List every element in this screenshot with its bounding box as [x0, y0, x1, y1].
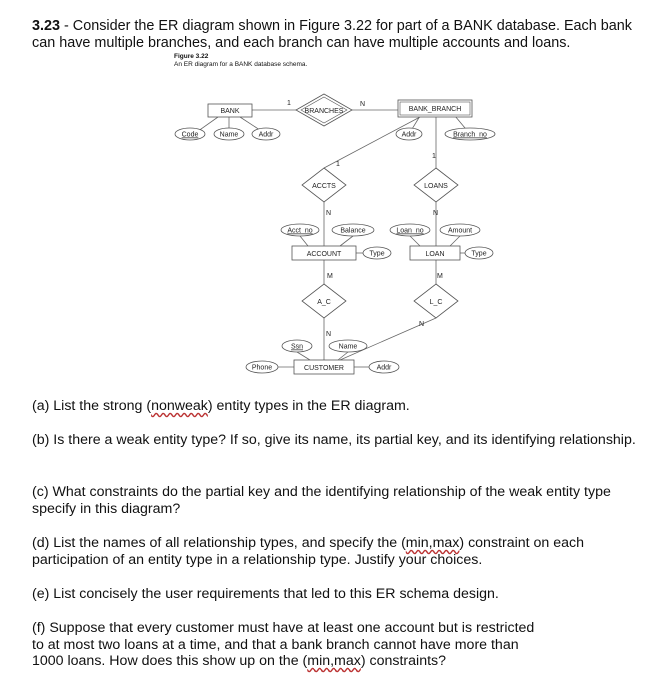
- attr-amount: Amount: [447, 227, 473, 235]
- entity-customer: [294, 360, 354, 374]
- attr-loan-type: Type: [471, 250, 487, 258]
- figure-title: Figure 3.22: [174, 53, 209, 60]
- question-f-line-1: (f) Suppose that every customer must have at least one account but is restricted: [32, 620, 535, 636]
- card-ac-account: M: [327, 273, 333, 280]
- svg-text:A_C: A_C: [317, 299, 331, 306]
- relationship-accts: [302, 168, 346, 202]
- attr-cust-name: Name: [338, 343, 358, 351]
- question-f-line-2: to at most two loans at a time, and that a bank branch cannot have more than: [32, 636, 519, 653]
- card-ac-customer: N: [326, 331, 332, 338]
- attr-balance: Balance: [340, 227, 366, 235]
- attr-branch-no: Branch_no: [453, 131, 487, 139]
- question-d-spell-flag: min,max: [405, 535, 460, 551]
- question-f-line-3: 1000 loans. How does this show up on the (min,max) constraints?: [32, 653, 447, 669]
- svg-text:ACCOUNT: ACCOUNT: [306, 251, 342, 258]
- entity-loan: [410, 246, 460, 260]
- attr-ssn: Ssn: [290, 343, 304, 351]
- card-accts-branch: 1: [336, 161, 340, 168]
- problem-text: - Consider the ER diagram shown in Figure 3.22 for part of a BANK database. Each bank can have multiple branches, and each branch can have multiple accounts and loans.: [32, 18, 632, 51]
- question-f: [32, 620, 644, 670]
- entity-account: [292, 246, 356, 260]
- svg-text:LOAN: LOAN: [425, 251, 445, 258]
- attr-bank-addr: Addr: [258, 131, 274, 139]
- card-accts-account: N: [326, 210, 332, 217]
- card-lc-customer: N: [419, 321, 425, 328]
- relationship-branches: [296, 94, 352, 126]
- svg-text:LOANS: LOANS: [424, 183, 448, 190]
- attr-loan-no: Loan_no: [396, 227, 424, 235]
- svg-text:CUSTOMER: CUSTOMER: [304, 365, 344, 372]
- attr-acct-no: Acct_no: [287, 227, 313, 235]
- svg-text:L_C: L_C: [429, 299, 443, 306]
- relationship-a-c: [302, 284, 346, 318]
- svg-text:BANK: BANK: [220, 108, 240, 115]
- attr-bank-name: Name: [219, 131, 239, 139]
- question-f-spell-flag: min,max: [307, 653, 361, 669]
- entity-bank-branch: [398, 100, 472, 117]
- attr-account-type: Type: [369, 250, 385, 258]
- card-branches-bank: 1: [287, 100, 291, 107]
- relationship-loans: [414, 168, 458, 202]
- card-loans-loan: N: [433, 210, 439, 217]
- svg-text:ACCTS: ACCTS: [312, 183, 336, 190]
- svg-text:BRANCHES: BRANCHES: [304, 108, 344, 115]
- card-branches-branch: N: [360, 101, 366, 108]
- attr-branch-addr: Addr: [401, 131, 417, 139]
- card-loans-branch: 1: [432, 153, 436, 160]
- question-e: (e) List concisely the user requirements that led to this ER schema design.: [32, 586, 499, 602]
- attr-bank-code: Code: [181, 131, 199, 139]
- card-lc-loan: M: [437, 273, 443, 280]
- figure-caption: An ER diagram for a BANK database schema.: [174, 61, 308, 68]
- question-c: (c) What constraints do the partial key and the identifying relationship of the weak entity type specify in this diagram?: [32, 484, 611, 517]
- svg-text:BANK_BRANCH: BANK_BRANCH: [408, 106, 462, 113]
- question-a-spell-flag: nonweak: [151, 398, 208, 414]
- question-a: (a) List the strong (nonweak) entity types in the ER diagram.: [32, 398, 410, 414]
- attr-cust-addr: Addr: [376, 364, 392, 372]
- entity-bank: [208, 104, 252, 117]
- problem-number: 3.23: [32, 18, 61, 34]
- relationship-l-c: [414, 284, 458, 318]
- attr-phone: Phone: [251, 364, 273, 372]
- question-d: (d) List the names of all relationship types, and specify the (min,max) constraint on each participation of an entity type in a relationship type. Justify your choices.: [32, 535, 585, 568]
- question-b: (b) Is there a weak entity type? If so, give its name, its partial key, and its identifying relationship.: [32, 432, 636, 448]
